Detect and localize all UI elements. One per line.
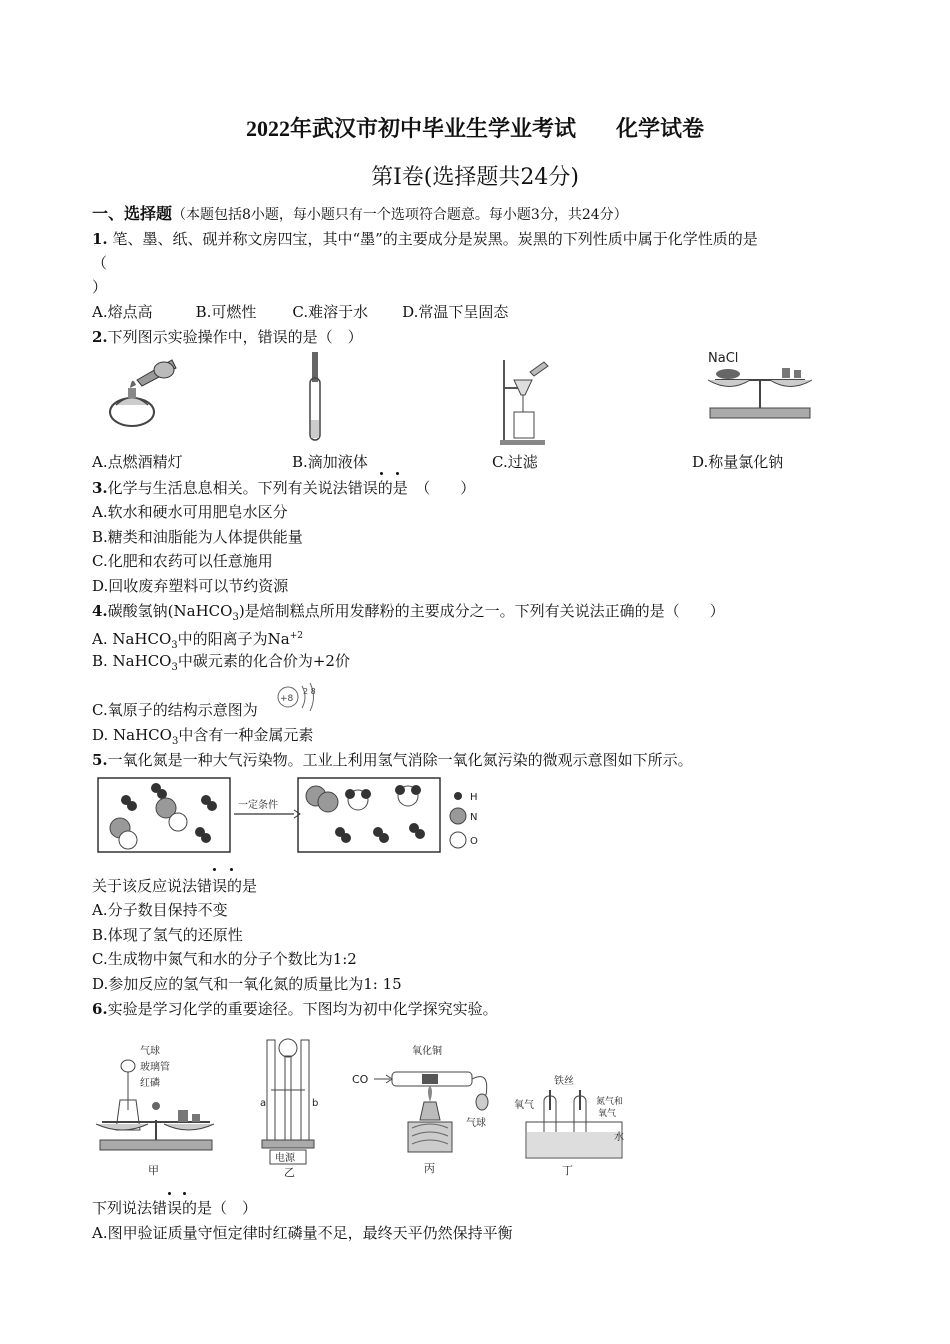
q6-question	[92, 1198, 257, 1218]
q3-option-c: C.化肥和农药可以任意施用	[92, 552, 273, 570]
figure-dropping-liquid	[300, 350, 330, 445]
section-label: 一、选择题	[92, 204, 173, 223]
legend-o: O	[470, 836, 478, 847]
figure-jia-mass-conservation	[92, 1040, 222, 1180]
reaction-condition-label: 一定条件	[238, 800, 278, 811]
emphasis-dot	[230, 868, 233, 871]
q5-option-c: C.生成物中氮气和水的分子个数比为1:2	[92, 950, 357, 968]
emphasis-dot	[183, 1192, 186, 1195]
q5-option-d: D.参加反应的氢气和一氧化氮的质量比为1: 15	[92, 975, 402, 993]
jia-tube-label: 玻璃管	[140, 1062, 170, 1073]
q1-paren-close: ）	[92, 278, 108, 296]
q4-option-d-sub: 3	[171, 736, 179, 747]
legend-n: N	[470, 812, 478, 823]
exam-title-main: 2022年武汉市初中毕业生学业考试	[245, 116, 576, 141]
yi-a-label: a	[260, 1098, 267, 1109]
jia-balloon-label: 气球	[140, 1046, 160, 1057]
emphasis-dot	[168, 1192, 171, 1195]
q6-text: 实验是学习化学的重要途径。下图均为初中化学探究实验。	[107, 1000, 498, 1018]
q1-option-d: D.常温下呈固态	[402, 303, 509, 321]
q4-option-b	[92, 651, 350, 678]
q6-stem-emphasis: 错误	[152, 1199, 183, 1217]
figure-bing-co-reduction	[350, 1040, 500, 1180]
q3-text-b: 的是 （ ）	[377, 479, 476, 497]
paper-part-title: 第Ⅰ卷(选择题共24分)	[371, 165, 579, 190]
q4-option-b-text-b: 中碳元素的化合价为+2价	[177, 652, 350, 670]
q1-option-a: A.熔点高	[92, 303, 153, 321]
q2-number: 2.	[92, 328, 108, 346]
q5-option-a: A.分子数目保持不变	[92, 901, 228, 919]
q3-option-d: D.回收废弃塑料可以节约资源	[92, 577, 289, 595]
figure-lighting-alcohol-lamp	[102, 350, 182, 435]
nacl-label: NaCl	[708, 351, 739, 366]
q4-stem	[92, 601, 725, 628]
jia-caption: 甲	[148, 1164, 159, 1177]
bing-balloon-label: 气球	[466, 1118, 486, 1129]
q6-stem	[92, 999, 498, 1019]
q5-option-b: B.体现了氢气的还原性	[92, 926, 243, 944]
q3-option-b: B.糖类和油脂能为人体提供能量	[92, 528, 303, 546]
q2-option-c: C.过滤	[492, 453, 538, 471]
q3-stem	[92, 478, 475, 498]
q2-option-d: D.称量氯化钠	[692, 453, 784, 471]
section-header	[92, 204, 628, 225]
ding-oxygen-label: 氧气	[514, 1100, 534, 1111]
bing-caption: 丙	[424, 1162, 435, 1175]
figure-yi-electrolysis	[252, 1030, 322, 1180]
q1-stem	[92, 229, 758, 249]
q6-option-a: A.图甲验证质量守恒定律时红磷量不足，最终天平仍然保持平衡	[92, 1224, 513, 1242]
q3-text-a: 化学与生活息息相关。下列有关说法	[107, 479, 348, 497]
q1-paren-open: （	[92, 254, 108, 272]
q2-stem	[92, 327, 363, 347]
q4-text-sub: 3	[232, 612, 239, 623]
emphasis-dot	[380, 472, 383, 475]
ding-mix-label-2: 氧气	[598, 1109, 617, 1119]
ding-water-label: 水	[614, 1132, 624, 1143]
q1-option-b: B.可燃性	[195, 303, 257, 321]
exam-title	[0, 112, 950, 143]
atom-shells-label: 2 8	[303, 687, 316, 696]
yi-power-label: 电源	[275, 1153, 295, 1164]
q6-stem-b: 的是（ ）	[182, 1199, 258, 1217]
jia-phosphorus-label: 红磷	[140, 1078, 160, 1089]
atom-nucleus-label: +8	[280, 694, 294, 704]
exam-title-subject: 化学试卷	[616, 116, 705, 141]
q2-option-a: A.点燃酒精灯	[92, 453, 183, 471]
q4-option-b-text: B. NaHCO	[92, 652, 172, 670]
q4-option-a-text: A. NaHCO	[92, 630, 172, 648]
q5-stem-b: 的是	[227, 877, 258, 895]
q4-option-d-text-b: 中含有一种金属元素	[178, 726, 314, 744]
reactant-molecules	[110, 783, 217, 849]
legend-h: H	[470, 792, 478, 803]
yi-caption: 乙	[284, 1166, 295, 1179]
product-molecules	[306, 785, 425, 843]
q5-stem	[92, 750, 693, 770]
oxygen-atom-structure-diagram	[274, 680, 324, 720]
q1-number: 1.	[92, 230, 108, 248]
ding-mix-label-1: 氮气和	[596, 1097, 624, 1107]
emphasis-dot	[213, 868, 216, 871]
ding-iron-label: 铁丝	[554, 1076, 574, 1087]
q1-options	[92, 302, 508, 322]
ding-caption: 丁	[562, 1164, 573, 1177]
emphasis-dot	[396, 472, 399, 475]
q1-text: 笔、墨、纸、砚并称文房四宝，其中“墨”的主要成分是炭黑。炭黑的下列性质中属于化学性质的是	[112, 230, 758, 248]
q3-option-a: A.软水和硬水可用肥皂水区分	[92, 503, 288, 521]
q4-number: 4.	[92, 602, 108, 620]
q4-option-b-sub: 3	[171, 662, 178, 673]
q4-text-a: 碳酸氢钠(NaHCO	[107, 602, 233, 620]
q4-option-d-text: D. NaHCO	[92, 726, 172, 744]
q4-option-c: C.氧原子的结构示意图为	[92, 701, 258, 719]
q5-question	[92, 876, 257, 896]
atom-legend	[450, 792, 478, 848]
q4-option-a-sub: 3	[171, 640, 178, 651]
q1-option-c: C.难溶于水	[292, 303, 369, 321]
reaction-micro-diagram	[96, 774, 496, 856]
q6-number: 6.	[92, 1000, 108, 1018]
q6-stem-a: 下列说法	[92, 1199, 153, 1217]
q4-text-b: )是焙制糕点所用发酵粉的主要成分之一。下列有关说法正确的是（ ）	[238, 602, 725, 620]
q5-stem-emphasis: 错误	[197, 877, 228, 895]
q5-text: 一氧化氮是一种大气污染物。工业上利用氢气消除一氧化氮污染的微观示意图如下所示。	[107, 751, 693, 769]
q5-number: 5.	[92, 751, 108, 769]
q2-text: 下列图示实验操作中，错误的是（ ）	[107, 328, 363, 346]
q5-stem-a: 关于该反应说法	[92, 877, 198, 895]
q3-number: 3.	[92, 479, 108, 497]
bing-co-label: CO	[352, 1073, 369, 1086]
figure-weighing-nacl	[700, 348, 820, 428]
bing-cuo-label: 氧化铜	[412, 1046, 442, 1057]
figure-filtration	[492, 350, 552, 450]
yi-b-label: b	[312, 1098, 319, 1109]
q4-option-d	[92, 725, 313, 752]
q4-option-a-sup: +2	[289, 631, 304, 641]
figure-ding-iron-rusting	[510, 1070, 640, 1180]
q2-option-b: B.滴加液体	[292, 453, 368, 471]
q3-text-emphasis: 错误	[347, 479, 378, 497]
section-note: （本题包括8小题，每小题只有一个选项符合题意。每小题3分，共24分）	[172, 207, 628, 223]
q4-option-a-text-b: 中的阳离子为Na	[177, 630, 290, 648]
